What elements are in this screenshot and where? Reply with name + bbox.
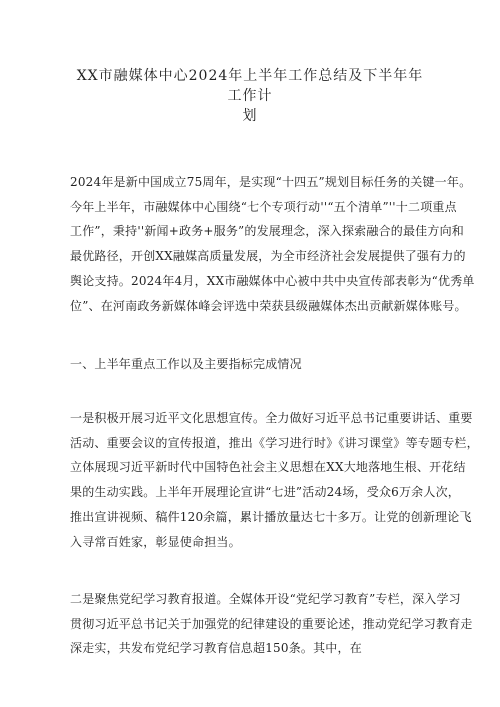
intro-line: 最优路径，开创XX融媒高质量发展，为全市经济社会发展提供了强有力的 <box>70 249 466 264</box>
item-one-line: 果的生动实践。上半年开展理论宣讲“七进”活动24场，受众6万余人次， <box>70 485 460 500</box>
item-one-line: 一是积极开展习近平文化思想宣传。全力做好习近平总书记重要讲话、重要 <box>70 411 473 425</box>
intro-line: 位”、在河南政务新媒体峰会评选中荣获县级融媒体杰出贡献新媒体账号。 <box>70 298 467 313</box>
item-one-line: 入寻常百姓家，彰显使命担当。 <box>70 534 241 549</box>
item-one-paragraph <box>70 406 479 554</box>
intro-line: 工作”，秉持''新闻+政务+服务”的发展理念，深入探索融合的最佳方向和 <box>70 224 464 239</box>
item-two-line: 贯彻习近平总书记关于加强党的纪律建设的重要论述，推动党纪学习教育走 <box>70 616 473 631</box>
document-title-line-2: 划 <box>242 108 258 124</box>
intro-line: 今年上半年，市融媒体中心围绕“七个专项行动''“五个清单”''十二项重点 <box>70 199 457 214</box>
intro-line: 2024年是新中国成立75周年，是实现“十四五”规划目标任务的关键一年。 <box>70 175 472 189</box>
intro-line: 舆论支持。2024年4月，XX市融媒体中心被中共中央宣传部表彰为“优秀单 <box>70 273 475 288</box>
intro-paragraph <box>70 170 475 318</box>
item-one-line: 推出宣讲视频、稿件120余篇，累计播放量达七十多万。让党的创新理论飞 <box>70 509 472 524</box>
item-one-line: 立体展现习近平新时代中国特色社会主义思想在XX大地落地生根、开花结 <box>70 460 466 475</box>
item-two-line: 二是聚焦党纪学习教育报道。全媒体开设“党纪学习教育”专栏，深入学习 <box>70 592 461 606</box>
item-two-paragraph <box>70 587 473 661</box>
section-heading <box>70 352 432 377</box>
item-one-line: 活动、重要会议的宣传报道，推出《学习进行时》《讲习课堂》等专题专栏， <box>70 435 479 450</box>
item-two-line: 深走实，共发布党纪学习教育信息超150条。其中，在 <box>70 641 362 656</box>
section-heading-text: 一、上半年重点工作以及主要指标完成情况 <box>70 357 302 371</box>
document-title-line-1: XX市融媒体中心2024年上半年工作总结及下半年年工作计 <box>76 68 424 104</box>
